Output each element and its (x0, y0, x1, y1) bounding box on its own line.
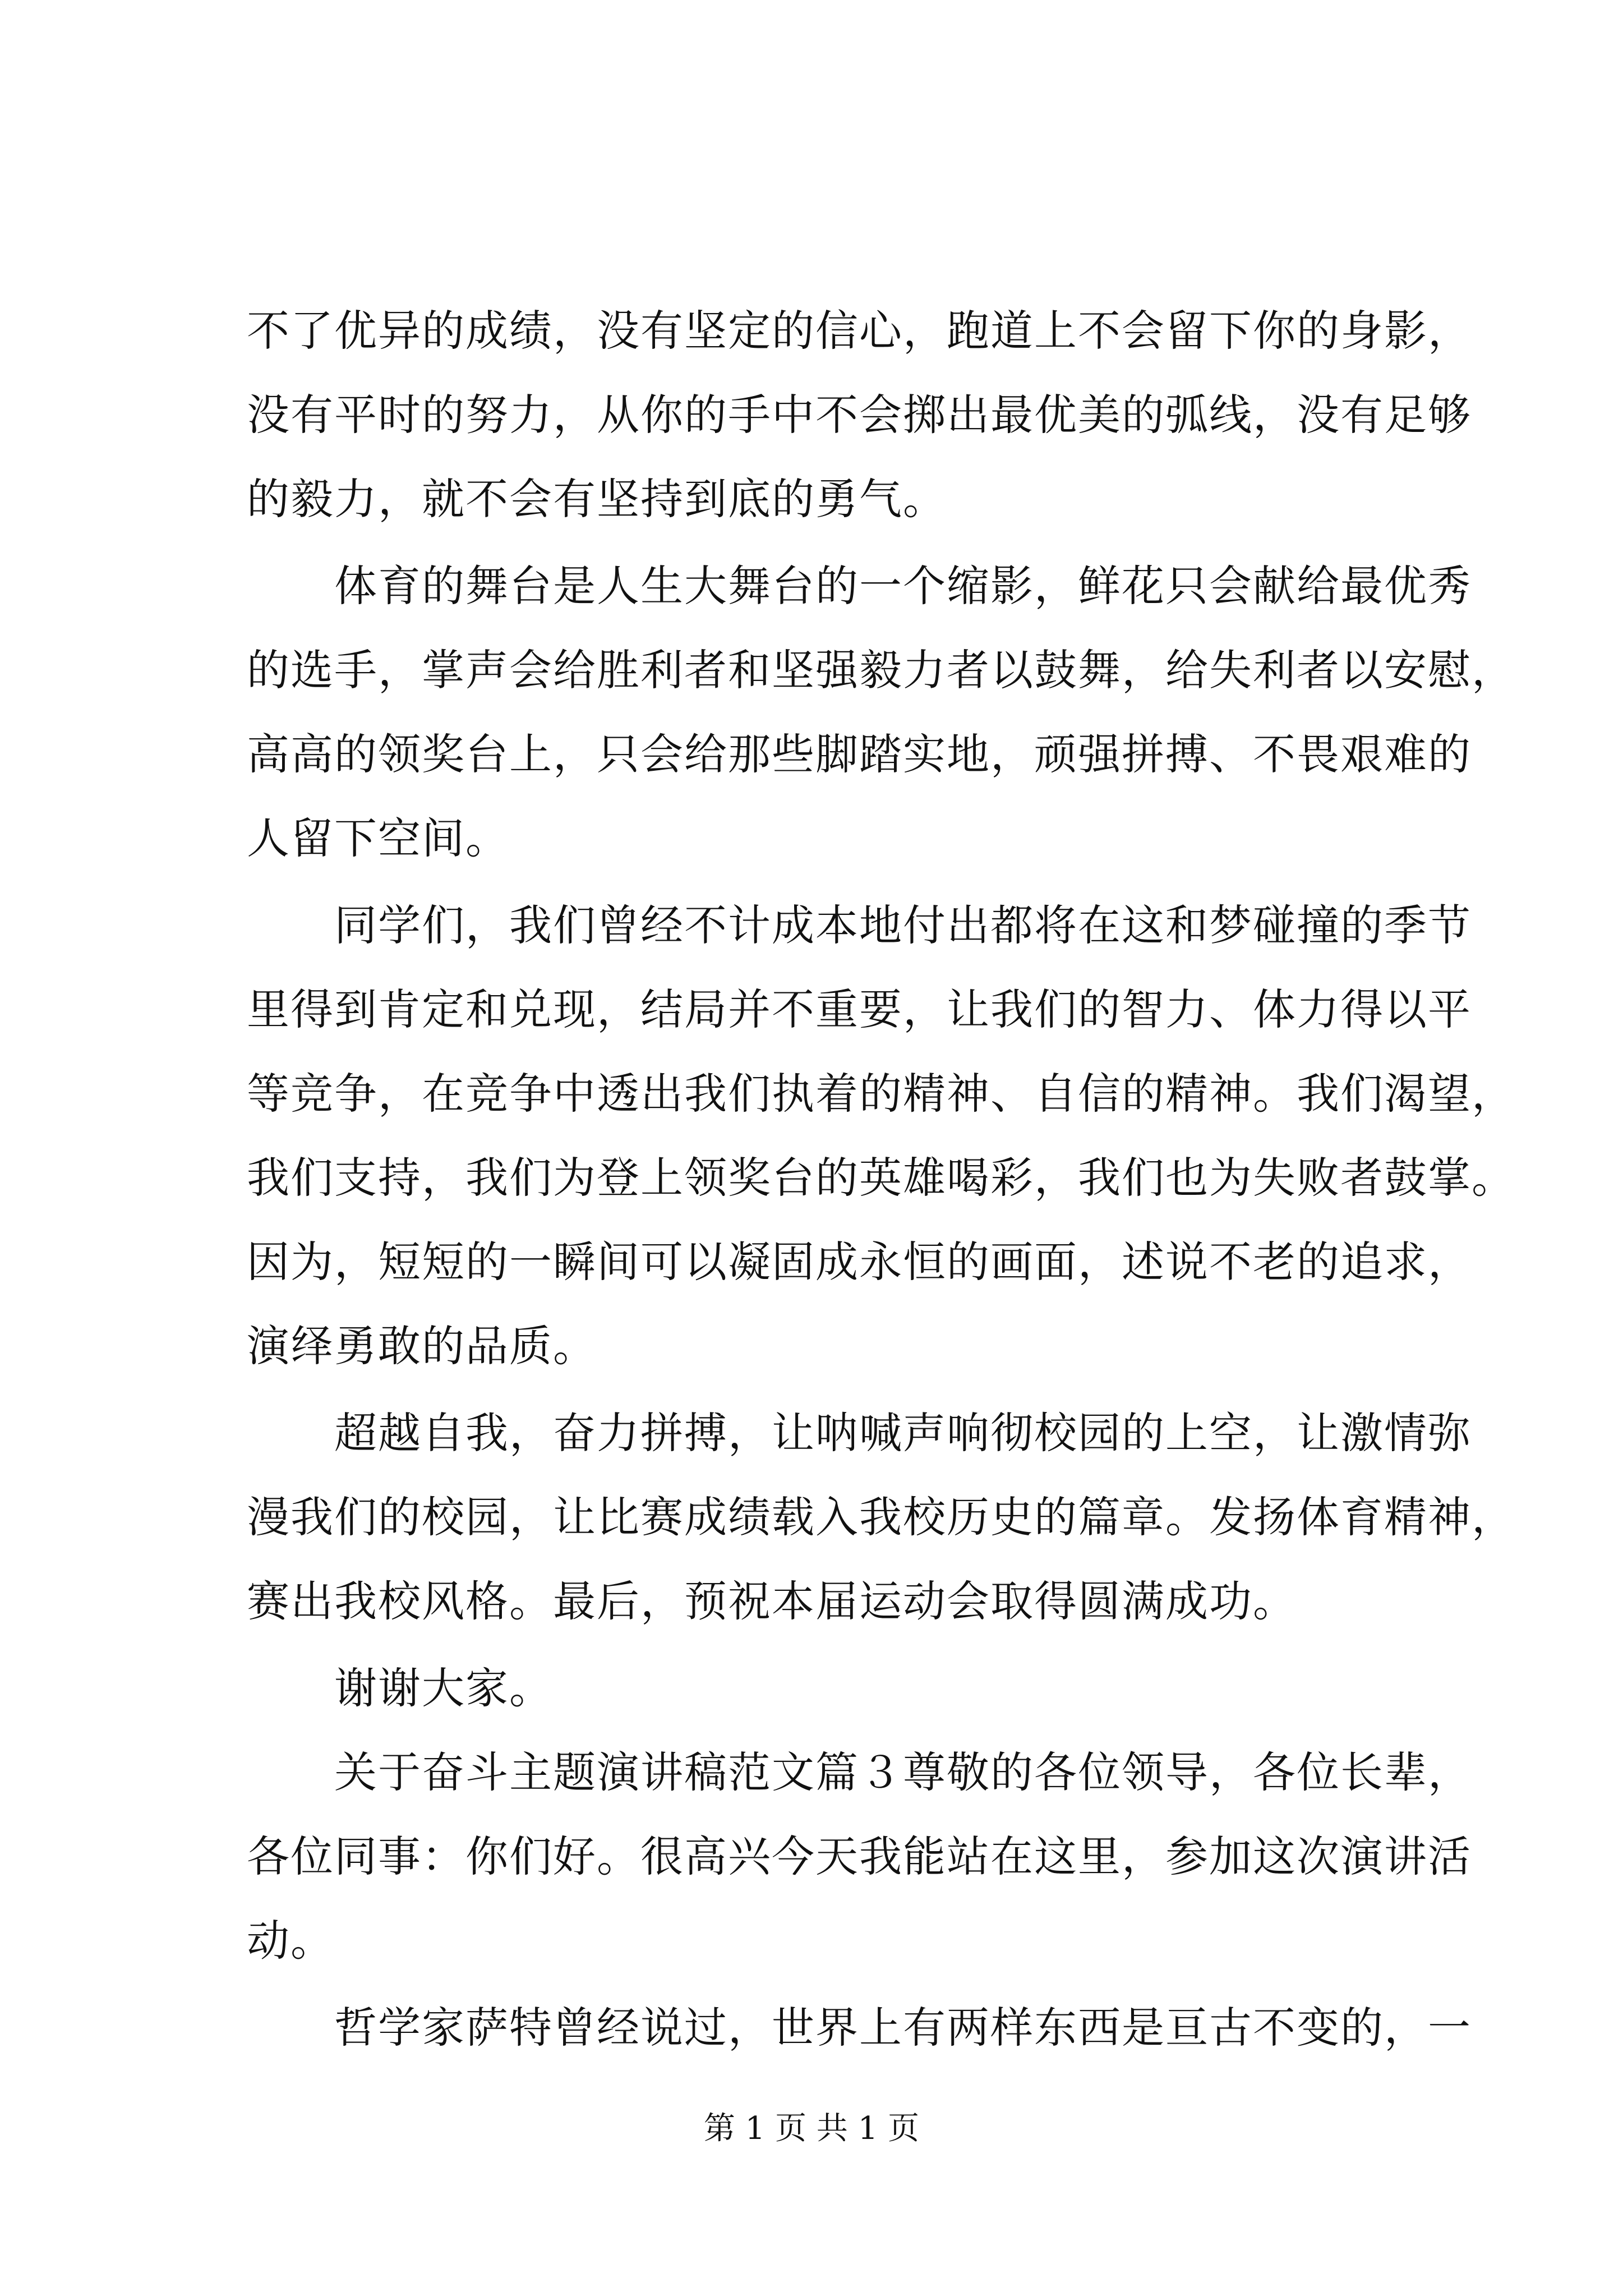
text-line-20: 动。 (247, 1916, 334, 1966)
text-line-7: 人留下空间。 (247, 813, 509, 863)
text-line-5: 的选手，掌声会给胜利者和坚强毅力者以鼓舞，给失利者以安慰， (247, 645, 1515, 695)
text-line-16: 赛出我校风格。最后，预祝本届运动会取得圆满成功。 (247, 1576, 1297, 1626)
text-line-21: 哲学家萨特曾经说过，世界上有两样东西是亘古不变的，一 (247, 2003, 1472, 2053)
text-line-14: 超越自我，奋力拼搏，让呐喊声响彻校园的上空，让激情弥 (247, 1408, 1472, 1458)
text-line-8: 同学们，我们曾经不计成本地付出都将在这和梦碰撞的季节 (247, 900, 1472, 950)
text-line-1: 不了优异的成绩，没有坚定的信心，跑道上不会留下你的身影， (247, 306, 1472, 356)
text-line-9: 里得到肯定和兑现，结局并不重要，让我们的智力、体力得以平 (247, 984, 1472, 1034)
text-line-10: 等竞争，在竞争中透出我们执着的精神、自信的精神。我们渴望， (247, 1069, 1515, 1119)
text-line-15: 漫我们的校园，让比赛成绩载入我校历史的篇章。发扬体育精神， (247, 1492, 1515, 1542)
text-line-19: 各位同事：你们好。很高兴今天我能站在这里，参加这次演讲活 (247, 1832, 1472, 1881)
text-line-11: 我们支持，我们为登上领奖台的英雄喝彩，我们也为失败者鼓掌。 (247, 1153, 1515, 1203)
text-line-3: 的毅力，就不会有坚持到底的勇气。 (247, 474, 947, 524)
text-line-2: 没有平时的努力，从你的手中不会掷出最优美的弧线，没有足够 (247, 390, 1472, 440)
text-line-18: 关于奋斗主题演讲稿范文篇３尊敬的各位领导，各位长辈， (247, 1747, 1472, 1797)
text-line-12: 因为，短短的一瞬间可以凝固成永恒的画面，述说不老的追求， (247, 1237, 1472, 1287)
page-footer: 第 1 页 共 1 页 (703, 2110, 920, 2147)
text-line-6: 高高的领奖台上，只会给那些脚踏实地，顽强拼搏、不畏艰难的 (247, 729, 1472, 779)
text-line-4: 体育的舞台是人生大舞台的一个缩影，鲜花只会献给最优秀 (247, 561, 1472, 611)
text-line-13: 演绎勇敢的品质。 (247, 1321, 597, 1371)
text-line-17: 谢谢大家。 (247, 1663, 553, 1713)
